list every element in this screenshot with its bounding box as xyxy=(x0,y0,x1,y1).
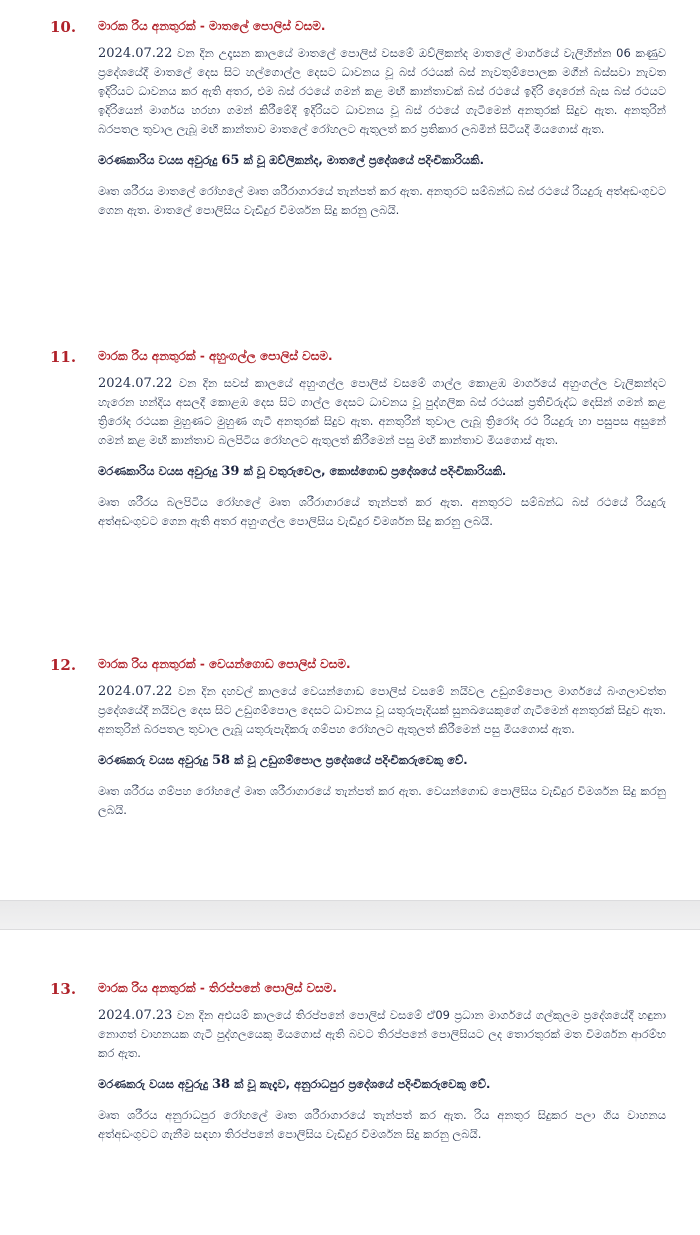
victim-prefix: මරණකාරිය වයස අවුරුදු xyxy=(98,153,222,167)
victim-prefix: මරණකරු වයස අවුරුදු xyxy=(98,753,212,767)
victim-details xyxy=(98,151,666,170)
victim-age: 58 xyxy=(211,753,231,768)
section-number: 11. xyxy=(50,348,77,366)
section-number: 13. xyxy=(50,980,77,998)
victim-suffix: ක් වූ උඩුගම්පොල ප්‍රදේශයේ පදිංචිකරුවෙකු වේ. xyxy=(230,753,468,767)
victim-age: 39 xyxy=(221,464,240,479)
followup-text: මෘත ශරීරය ගම්පහ රෝහලේ මෘත ශරීරාගාරයේ තැන්පත් කර ඇත. වෙයන්ගොඩ පොලිසිය වැඩිදුර විමර්ශන සිදු කරනු ලබයි. xyxy=(98,784,666,817)
victim-suffix: ක් වූ කැදැව, අනුරාධපුර ප්‍රදේශයේ පදිංචිකරුවෙකු වේ. xyxy=(230,1077,491,1091)
incident-narrative xyxy=(98,1006,666,1063)
section-title: මාරක රිය අනතුරක් - මාතලේ පොලිස් වසම. xyxy=(98,19,326,33)
section-title: මාරක රිය අනතුරක් - වෙයන්ගොඩ පොලිස් වසම. xyxy=(98,657,351,671)
incident-section-13 xyxy=(0,980,700,1144)
victim-details xyxy=(98,1075,666,1094)
incident-narrative xyxy=(98,374,666,450)
followup-text: මෘත ශරීරය බලපිටිය රෝහලේ මෘත ශරීරාගාරයේ තැන්පත් කර ඇත. අනතුරට සම්බන්ධ බස් රථයේ රියදුරු අත්අඩංගුවට ගෙන ඇති අතර අහුංගල්ල පොලිසිය වැඩිදුර විමර්ශන සිදු කරනු ලබයි. xyxy=(98,495,666,528)
narrative-text: වන දින දහවල් කාලයේ වෙයන්ගොඩ පොලිස් වසමේ නයිවල උඩුගම්පොල මාර්ගයේ බංගලාවත්ත ප්‍රදේශයේදී නයිවල දෙස සිට උඩුගම්පොල දෙසට ධාවනය වූ යතුරුපැදියක් සුනඛයෙකුගේ ගැටීමෙන් අනතුරක් සිදුව ඇත. අනතුරින් බරපතල තුවාල ලැබූ යතුරුපැදිකරු ගම්පහ රෝහලට ඇතුලත් කිරීමෙන් පසු මියගොස් ඇත. xyxy=(98,684,666,736)
victim-details xyxy=(98,751,666,770)
followup-text: මෘත ශරීරය අනුරාධපුර රෝහලේ මෘත ශරීරාගාරයේ තැන්පත් කර ඇත. රිය අනතුර සිදුකර පලා ගිය වාහනය අත්අඩංගුවට ගැනීම සඳහා තිරප්පනේ පොලිසිය වැඩිදුර විමර්ශන සිදු කරනු ලබයි. xyxy=(98,1108,666,1141)
narrative-text: වන දින අළුයම් කාලයේ තිරප්පනේ පොලිස් වසමේ ඒ09 ප්‍රධාන මාර්ගයේ ගල්කුලම ප්‍රදේශයේදී හඳුනා නොගත් වාහනයක ගැටී පුද්ගලයෙකු මියගොස් ඇති බවට තිරප්පනේ පොලිසියට ලද තොරතුරක් මත විමර්ශන ආරම්භ කර ඇත. xyxy=(98,1008,666,1060)
victim-prefix: මරණකරු වයස අවුරුදු xyxy=(98,1077,212,1091)
incident-section-11 xyxy=(0,348,700,531)
narrative-text: වන දින සවස් කාලයේ අහුංගල්ල පොලිස් වසමේ ගාල්ල කොළඹ මාර්ගයේ අහුංගල්ල වැලිකන්දට හැරෙන හන්දිය අසලදී කොළඹ දෙස සිට ගාල්ල දෙසට ධාවනය වූ පුද්ගලික බස් රථයක් ප්‍රතිවිරුද්ධ දෙසින් ගමන් කළ ත්‍රිරෝද රථයක මුහුණට මුහුණ ගැටී අනතුරක් සිදුව ඇත. අනතුරින් තුවාල ලැබූ ත්‍රිරෝද රථ රියදුරු හා පසුපස අසුනේ ගමන් කළ මඟී කාන්තාව බලපිටිය රෝහලට ඇතුලත් කිරීමෙන් පසු මඟී කාන්තාව මියගොස් ඇත. xyxy=(98,376,666,447)
victim-age: 65 xyxy=(221,153,240,168)
victim-details xyxy=(98,462,666,481)
section-number: 10. xyxy=(50,18,77,36)
victim-suffix: ක් වූ ඔව්ලිකන්ද, මාතලේ ප්‍රදේශයේ පදිංචිකාරියකි. xyxy=(239,153,484,167)
section-title: මාරක රිය අනතුරක් - අහුංගල්ල පොලිස් වසම. xyxy=(98,349,333,363)
victim-prefix: මරණකාරිය වයස අවුරුදු xyxy=(98,464,222,478)
incident-date: 2024.07.22 xyxy=(98,46,173,61)
victim-suffix: ක් වූ වතුරුවෙල, කොස්ගොඩ ප්‍රදේශයේ පදිංචිකාරියකි. xyxy=(239,464,507,478)
section-title: මාරක රිය අනතුරක් - තිරප්පනේ පොලිස් වසම. xyxy=(98,981,337,995)
incident-date: 2024.07.22 xyxy=(98,376,173,391)
incident-narrative xyxy=(98,44,666,139)
section-number: 12. xyxy=(50,656,77,674)
narrative-text: වන දින උදෑසන කාලයේ මාතලේ පොලිස් වසමේ ඔව්ලිකන්ද මාතලේ මාර්ගයේ වැලිහින්න 06 කණුව ප්‍රදේශයේදී මාතලේ දෙස සිට හල්ගොල්ල දෙසට ධාවනය වූ බස් රථයක් බස් නැවතුම්පොලක මගීන් බස්සවා නැවත ඉදිරියට ධාවනය කර ඇති අතර, එම බස් රථයේ ගමන් කළ මඟී කාන්තාවක් බස් රථයේ ඉදිරි දොරෙන් බැස බස් රථයට ඉදිරියෙන් මාර්ගය හරහා ගමන් කිරීමේදී ඉදිරියට ධාවනය වූ බස් රථයේ ගැටීමෙන් අනතුරක් සිදුව ඇත. අනතුරින් බරපතල තුවාල ලැබූ මඟී කාන්තාව මාතලේ රෝහලට ඇතුලත් කර ප්‍රතිකාර ලබමින් සිටියදී මියගොස් ඇත. xyxy=(98,46,666,136)
incident-section-12 xyxy=(0,656,700,820)
followup-text: මෘත ශරීරය මාතලේ රෝහලේ මෘත ශරීරාගාරයේ තැන්පත් කර ඇත. අනතුරට සම්බන්ධ බස් රථයේ රියදුරු අත්අඩංගුවට ගෙන ඇත. මාතලේ පොලිසිය වැඩිදුර විමර්ශන සිදු කරනු ලබයි. xyxy=(98,184,666,217)
incident-date: 2024.07.22 xyxy=(98,684,173,699)
incident-narrative xyxy=(98,682,666,739)
victim-age: 38 xyxy=(211,1077,231,1092)
page-separator xyxy=(0,900,700,930)
document-page-2 xyxy=(0,930,700,1235)
incident-date: 2024.07.23 xyxy=(98,1008,173,1023)
incident-section-10 xyxy=(0,18,700,220)
